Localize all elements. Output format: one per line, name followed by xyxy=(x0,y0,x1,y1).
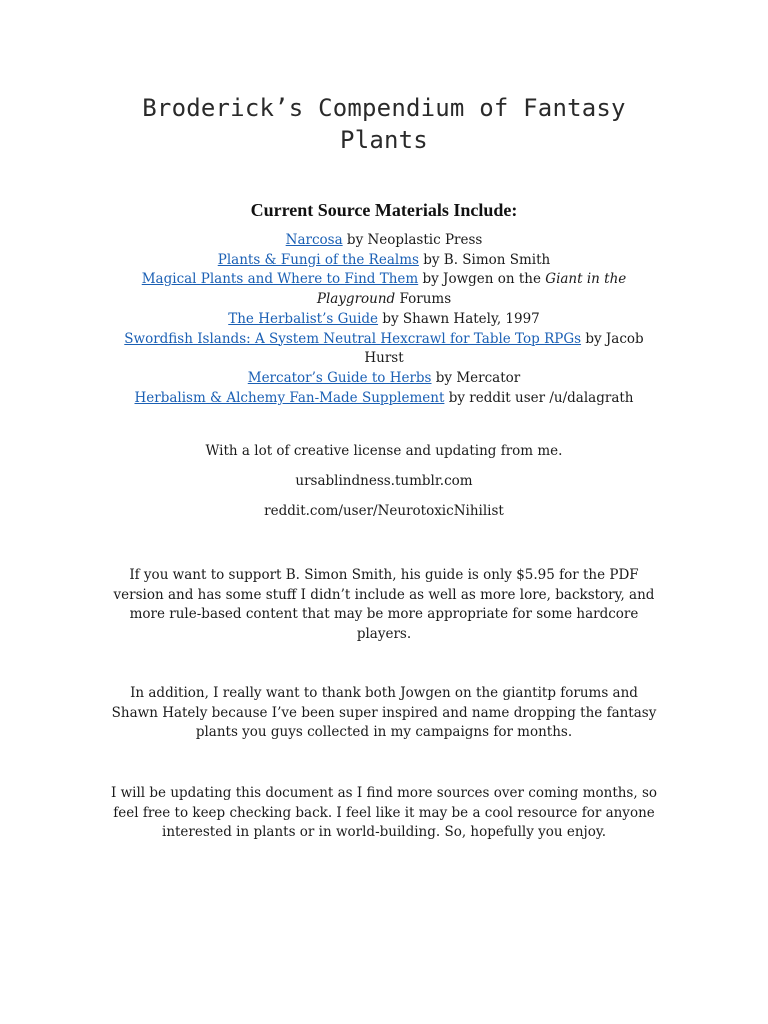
source-link-swordfish-islands[interactable]: Swordfish Islands: A System Neutral Hexcrawl for Table Top RPGs xyxy=(124,330,582,347)
paragraph-line: If you want to support B. Simon Smith, his guide is only $5.95 for the PDF xyxy=(129,567,639,583)
source-credit: by Mercator xyxy=(431,369,521,386)
tumblr-handle: ursablindness.tumblr.com xyxy=(295,473,473,489)
paragraph-line: version and has some stuff I didn’t include as well as more lore, backstory, and xyxy=(113,586,655,603)
document-title xyxy=(0,92,768,156)
paragraph-line: Shawn Hately because I’ve been super inspired and name dropping the fantasy xyxy=(111,704,657,721)
source-item xyxy=(0,251,768,271)
source-link-mercators-guide[interactable]: Mercator’s Guide to Herbs xyxy=(247,369,432,386)
source-item xyxy=(0,270,768,290)
source-credit: by B. Simon Smith xyxy=(418,251,551,268)
source-item xyxy=(0,389,768,409)
source-item xyxy=(0,369,768,389)
source-item xyxy=(0,330,768,350)
paragraph-line: players. xyxy=(356,626,412,643)
support-paragraph xyxy=(60,566,708,645)
source-credit: by Neoplastic Press xyxy=(342,232,483,248)
paragraph-line: plants you guys collected in my campaigns for months. xyxy=(195,724,573,741)
source-link-narcosa[interactable]: Narcosa xyxy=(285,232,343,248)
source-credit: Hurst xyxy=(364,350,404,367)
title-line-2: Plants xyxy=(340,126,428,154)
paragraph-line: interested in plants or in world-building. So, hopefully you enjoy. xyxy=(162,824,606,841)
source-link-magical-plants[interactable]: Magical Plants and Where to Find Them xyxy=(141,271,419,288)
source-link-herbalists-guide[interactable]: The Herbalist’s Guide xyxy=(228,310,379,327)
title-line-1: Broderick’s Compendium of Fantasy xyxy=(142,94,626,122)
paragraph-line: I will be updating this document as I find more sources over coming months, so xyxy=(110,785,658,801)
source-link-herbalism-alchemy[interactable]: Herbalism & Alchemy Fan-Made Supplement xyxy=(134,389,445,406)
update-paragraph xyxy=(60,784,708,843)
sources-heading: Current Source Materials Include: xyxy=(250,200,518,220)
source-item-continued xyxy=(0,290,768,310)
paragraph-line: more rule-based content that may be more appropriate for some hardcore xyxy=(129,606,639,623)
paragraph-line: feel free to keep checking back. I feel like it may be a cool resource for anyone xyxy=(113,804,655,821)
source-item-continued xyxy=(0,349,768,369)
paragraph-line: In addition, I really want to thank both Jowgen on the giantitp forums and xyxy=(130,685,638,701)
source-italic-venue: Giant in the xyxy=(545,271,627,288)
source-credit: by reddit user /u/dalagrath xyxy=(444,389,634,406)
source-item xyxy=(0,310,768,330)
source-credit: by Shawn Hately, 1997 xyxy=(378,310,540,327)
reddit-handle: reddit.com/user/NeurotoxicNihilist xyxy=(264,503,504,519)
source-italic-venue-cont: Playground xyxy=(316,291,396,308)
source-link-plants-fungi[interactable]: Plants & Fungi of the Realms xyxy=(217,251,419,268)
source-item xyxy=(0,231,768,251)
thanks-paragraph xyxy=(60,684,708,743)
source-credit: by Jowgen on the xyxy=(418,271,546,288)
sources-list xyxy=(0,231,768,408)
source-credit: by Jacob xyxy=(581,330,644,347)
source-credit: Forums xyxy=(395,291,452,308)
license-note: With a lot of creative license and updating from me. xyxy=(205,443,563,459)
